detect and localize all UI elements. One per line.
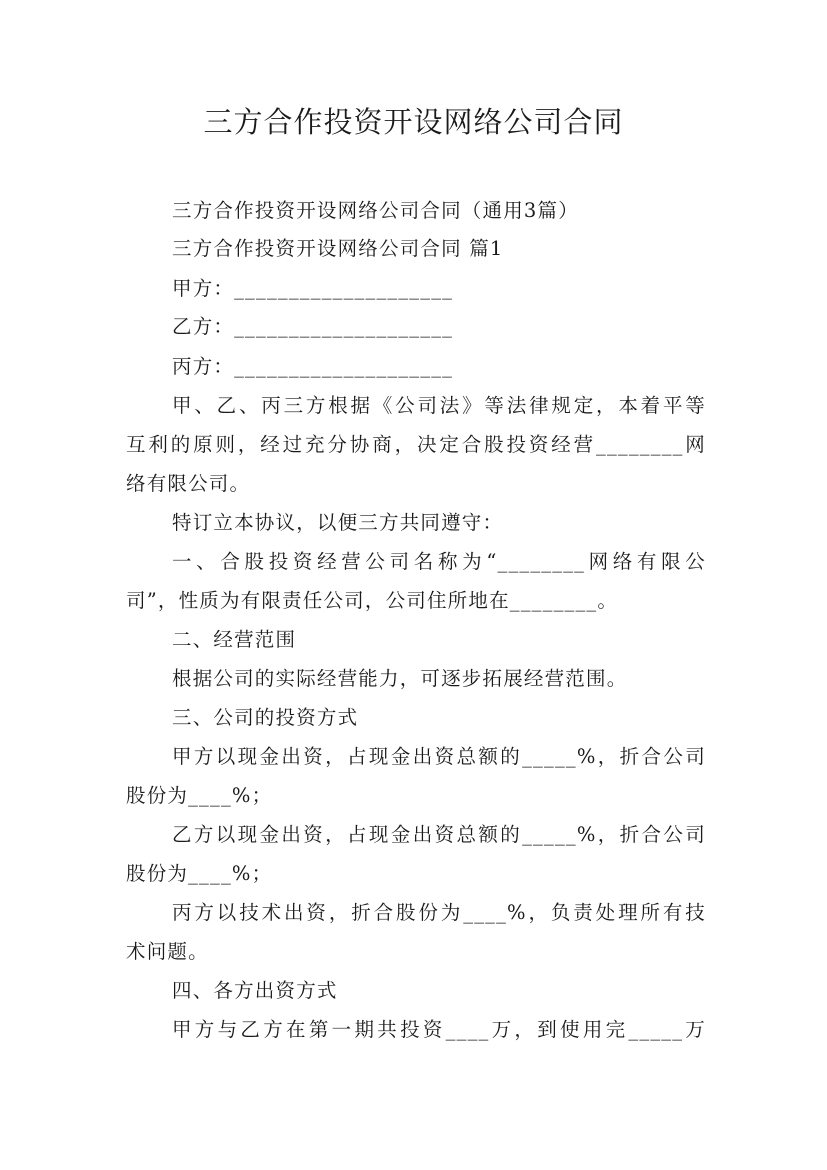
paragraph-line: 司”，性质为有限责任公司，公司住所地在________。 (126, 589, 619, 612)
section-heading: 四、各方出资方式 (172, 979, 338, 1002)
paragraph-line: 甲、乙、丙三方根据《公司法》等法律规定，本着平等 (172, 394, 706, 417)
paragraph-line: 络有限公司。 (126, 472, 251, 495)
party-a-line: 甲方：____________________ (172, 277, 454, 300)
paragraph-line: 乙方以现金出资，占现金出资总额的_____%，折合公司 (172, 823, 706, 846)
paragraph-line: 甲方与乙方在第一期共投资____万，到使用完_____万 (172, 1018, 706, 1041)
paragraph-line: 术问题。 (126, 940, 209, 963)
document-title: 三方合作投资开设网络公司合同 (203, 105, 624, 139)
paragraph-line: 股份为____%； (126, 784, 273, 807)
party-c-line: 丙方：____________________ (172, 355, 454, 378)
paragraph-line: 股份为____%； (126, 862, 273, 885)
contract-subtitle: 三方合作投资开设网络公司合同（通用3篇） (172, 199, 579, 222)
paragraph-line: 根据公司的实际经营能力，可逐步拓展经营范围。 (172, 667, 628, 690)
section-heading: 三、公司的投资方式 (172, 706, 359, 729)
section-heading: 二、经营范围 (172, 628, 297, 651)
paragraph-line: 丙方以技术出资，折合股份为____%，负责处理所有技 (172, 901, 706, 924)
paragraph-line: 互利的原则，经过充分协商，决定合股投资经营________网 (126, 433, 706, 456)
section-heading: 三方合作投资开设网络公司合同 篇1 (172, 237, 504, 260)
party-b-line: 乙方：____________________ (172, 315, 454, 338)
paragraph-line: 一、合股投资经营公司名称为“________网络有限公 (172, 550, 706, 573)
paragraph-line: 甲方以现金出资，占现金出资总额的_____%，折合公司 (172, 745, 706, 768)
paragraph-line: 特订立本协议，以便三方共同遵守： (172, 511, 504, 534)
